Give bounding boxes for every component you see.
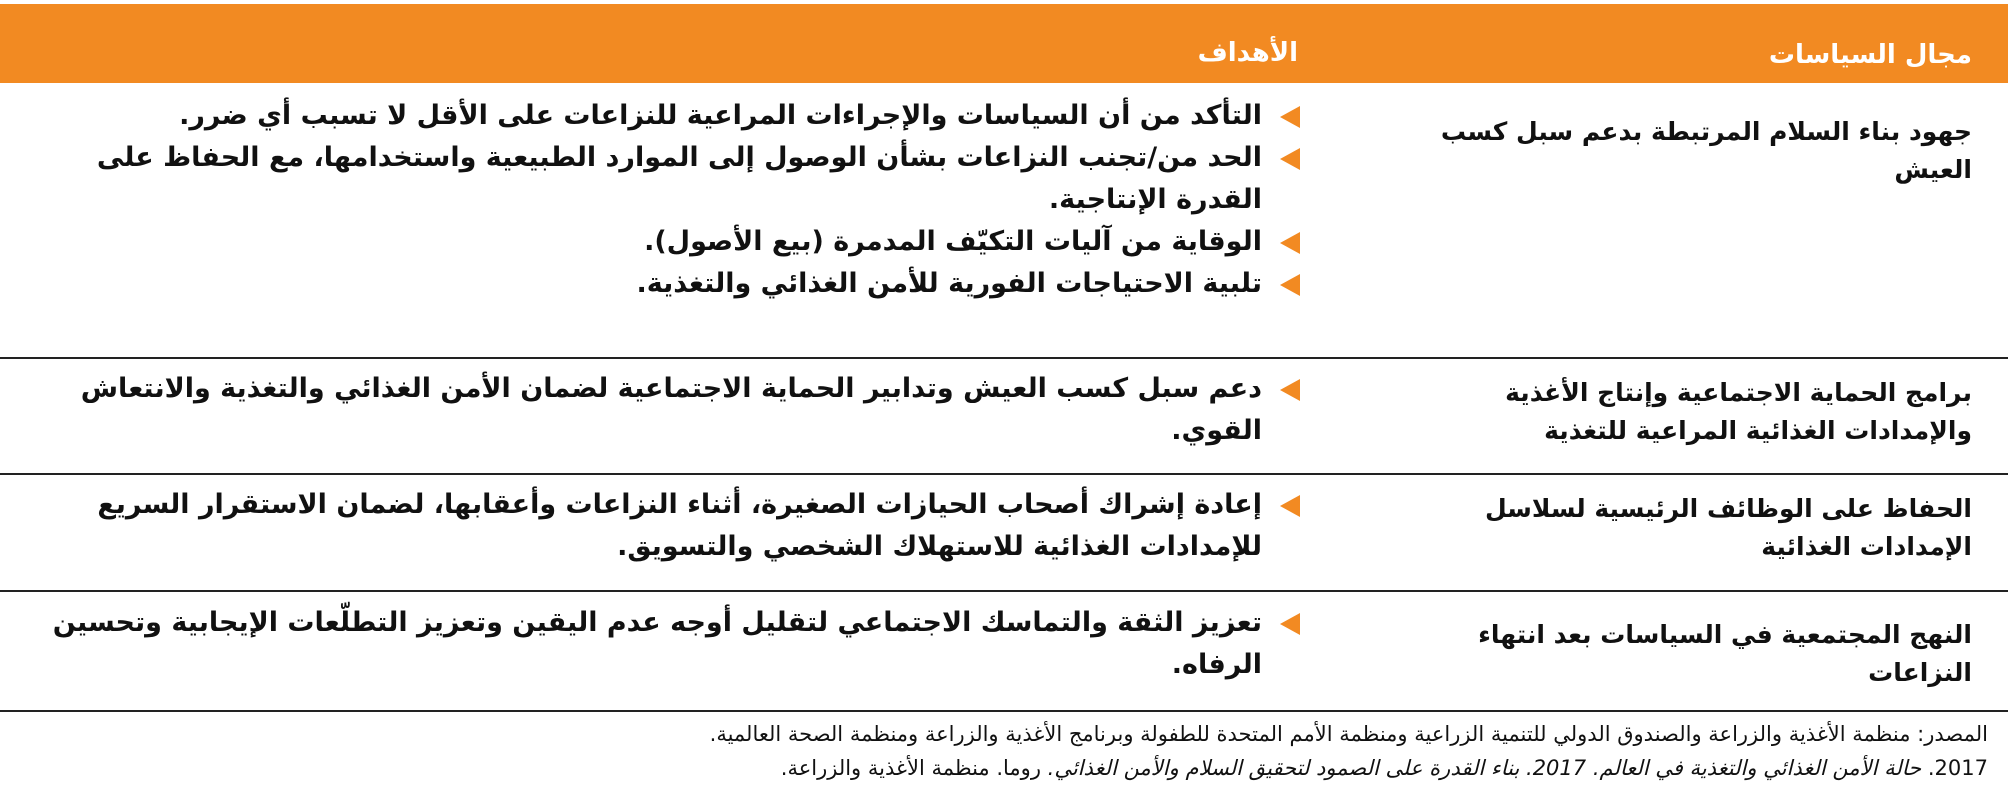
objective-item: إعادة إشراك أصحاب الحيازات الصغيرة، أثناء النزاعات وأعقابها، لضمان الاستقرار السريع للإمدادات الغذائية للاستهلاك الشخصي والتسويق. (6, 484, 1308, 568)
policy-area-cell: النهج المجتمعية في السياسات بعد انتهاء النزاعات (1478, 620, 1972, 687)
bullet-triangle-icon (1280, 232, 1300, 254)
header-policy-area: مجال السياسات (1768, 40, 1972, 70)
bullet-triangle-icon (1280, 379, 1300, 401)
objective-item: الحد من/تجنب النزاعات بشأن الوصول إلى الموارد الطبيعية واستخدامها، مع الحفاظ على القدرة الإنتاجية. (6, 137, 1308, 221)
row-divider (0, 357, 2008, 359)
bullet-triangle-icon (1280, 613, 1300, 635)
objectives-cell (6, 95, 1308, 305)
bullet-triangle-icon (1280, 148, 1300, 170)
row-divider (0, 473, 2008, 475)
policy-area-cell: جهود بناء السلام المرتبطة بدعم سبل كسب العيش (1440, 117, 1972, 184)
policy-area-cell: برامج الحماية الاجتماعية وإنتاج الأغذية والإمدادات الغذائية المراعية للتغذية (1505, 378, 1972, 445)
objective-item: الوقاية من آليات التكيّف المدمرة (بيع الأصول). (6, 221, 1308, 263)
objectives-cell (6, 602, 1308, 686)
table-bottom-rule (0, 710, 2008, 712)
source-publisher: روما. منظمة الأغذية والزراعة. (780, 756, 1041, 780)
objective-item: تعزيز الثقة والتماسك الاجتماعي لتقليل أوجه عدم اليقين وتعزيز التطلّعات الإيجابية وتحسين الرفاه. (6, 602, 1308, 686)
bullet-triangle-icon (1280, 495, 1300, 517)
source-report-title: حالة الأمن الغذائي والتغذية في العالم. 2017. بناء القدرة على الصمود لتحقيق السلام والأمن الغذائي. (1047, 756, 1922, 780)
policy-area-cell: الحفاظ على الوظائف الرئيسية لسلاسل الإمدادات الغذائية (1484, 494, 1972, 561)
objective-item: دعم سبل كسب العيش وتدابير الحماية الاجتماعية لضمان الأمن الغذائي والتغذية والانتعاش القوي. (6, 368, 1308, 452)
header-objectives: الأهداف (1197, 38, 1298, 68)
source-year: 2017. (1927, 756, 1988, 780)
bullet-triangle-icon (1280, 106, 1300, 128)
source-line-1: المصدر: منظمة الأغذية والزراعة والصندوق الدولي للتنمية الزراعية ومنظمة الأمم المتحدة للطفولة وبرنامج الأغذية والزراعة ومنظمة الصحة العالمية. (709, 722, 1988, 746)
table-header (0, 4, 2008, 83)
source-line-2 (10, 751, 1988, 785)
row-divider (0, 590, 2008, 592)
objectives-cell (6, 484, 1308, 568)
objective-item: تلبية الاحتياجات الفورية للأمن الغذائي والتغذية. (6, 263, 1308, 305)
objectives-cell (6, 368, 1308, 452)
bullet-triangle-icon (1280, 274, 1300, 296)
objective-item: التأكد من أن السياسات والإجراءات المراعية للنزاعات على الأقل لا تسبب أي ضرر. (6, 95, 1308, 137)
source-note (10, 717, 1988, 785)
